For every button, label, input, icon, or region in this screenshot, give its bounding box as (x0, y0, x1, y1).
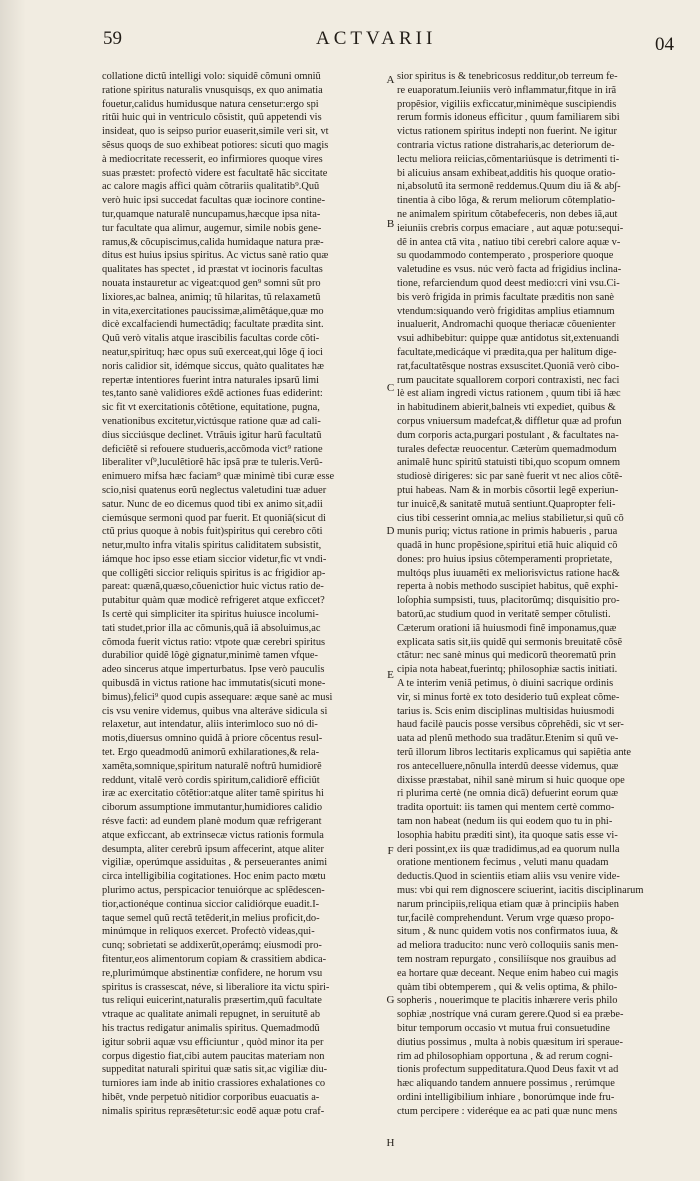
text-line: collatione dictũ intelligi volo: siquidẽ cõmuni omniũ (102, 71, 321, 82)
text-line: batorũ,ac studium quod in veritatẽ semper cõtulisti. (397, 609, 611, 621)
section-marker: D (386, 525, 395, 537)
text-line: ros antecelluere,nõnulla interdũ deesse videmus, quæ (397, 760, 619, 772)
text-line: lè est aliam ingredi victus rationem , quum tibi iã hæc (397, 388, 621, 400)
text-line: pareat: quænã,quæso,cõuenictior huic victus ratio de- (102, 581, 324, 593)
text-line: ctãtur: nec sanè minus qui medicorũ theorematũ prin (397, 650, 616, 662)
text-line: circa intelligibilia cogitationes. Hoc enim pacto mœtu (102, 871, 326, 883)
text-line: valetudine es vsus. núc verò facta ad frigidius inclina- (397, 264, 622, 276)
page-header (0, 26, 700, 62)
text-line: repertæ intentiores fuerint intra naturales ipsarũ limi (102, 374, 319, 386)
text-line: satur. Nunc de eo dicemus quod tibi ex animo sit,adii (102, 498, 323, 510)
text-line: hæc aliquando tandem annuere possimus , rerúmque (397, 1078, 615, 1090)
text-line: plurimo actus, perspicacior tenuiórque ac splẽdescen- (102, 885, 325, 897)
text-line: narum principiis,reliqua etiam quæ à principiis haben (397, 898, 619, 910)
text-line: cipia nota habeat,fuerintq; philosophiæ sactis initiati. (397, 664, 618, 676)
text-line: dones: pro huius ipsius cõtemperamenti proprietate, (397, 553, 613, 565)
text-line: re,plurimúmque abstinentiæ confidere, ne horum vsu (102, 967, 323, 979)
text-line: enimuero mifsa hæc faciam⁹ quæ minimè tibi curæ esse (102, 471, 335, 483)
text-line: dum corporis acta,purgari postulant , & facultates na- (397, 429, 619, 441)
text-line: in habitudinem abierit,balneis vti expediet, quibus & (397, 402, 616, 414)
text-line: explicata satis sit,iis quidẽ qui sermonis breuitatẽ cõsẽ (397, 636, 623, 648)
text-line: quàm tibi obtemperem , qui & velis optima, & philo- (397, 981, 618, 993)
text-line: tur inuicẽ,& sanitatẽ mutuã sentiunt.Quapropter feli- (397, 498, 616, 510)
section-marker: H (386, 1137, 395, 1149)
text-line: verò huic ipsi succedat facultas quæ iocinore contine- (102, 195, 326, 207)
text-line: sior spiritus is & tenebricosus redditur,ob terreum fe- (397, 71, 618, 82)
text-line: nimalis spiritus repræsẽtetur:sic eodẽ aquæ potu craf- (102, 1105, 325, 1117)
text-line: tur facultate qua alimur, augemur, simile nobis gene- (102, 222, 322, 234)
text-line: ditus est huius ipsius spiritus. Ac victus sanè ratio quæ (102, 250, 329, 262)
text-line: relaxetur, aut intendatur, aliis interimloco suo nó di- (102, 719, 318, 731)
text-line: tur,facilè comprehendunt. Verum vrge quæso propo- (397, 912, 615, 924)
text-line: durabilior quidẽ lõgè gignatur,minimè tamen vfque- (102, 650, 318, 662)
text-line: quadã in hunc propẽsione,spiritui etiã huic aliquid cõ (397, 540, 618, 552)
text-line: rim ad philosophiam opportuna , & ad rerum cogni- (397, 1050, 613, 1062)
text-line: igitur sobrii aquæ vsu efficiuntur , quòd minor ita per (102, 1036, 324, 1048)
text-line: taque semel quũ rectã tetẽderit,in melius proficit,do- (102, 912, 320, 924)
text-line: situm , & nunc quidem votis nos confirmatos iuua, & (397, 926, 619, 938)
text-line: sophiæ ,nostríque vná curam gerere.Quod si ea præbe- (397, 1009, 624, 1021)
text-line: ieiuniis crebris corpus emaciare , aut aquæ potu:sequi- (397, 222, 624, 234)
text-line: rum paucitate squallorem corpori contraxisti, nec faci (397, 374, 620, 386)
text-line: motis,diuersus omnino quidã à priore cõcentus resul- (102, 733, 323, 745)
text-line: sopheris , nouerimque te placitis inhærere veris philo (397, 995, 618, 1007)
text-line: re euaporatum.Ieiuniis verò inflammatur,fitque in irã (397, 84, 617, 96)
text-line: Quũ verò vitalis atque irascibilis facultas corde cõti- (102, 333, 320, 345)
text-line: tati studet,prior illa ac cõmunis,quã iã absoluimus,ac (102, 622, 321, 634)
text-line: qualitates has spectet , id præstat vt iocinoris facultas (102, 264, 323, 276)
text-line: tinentia à cibo lõga, & rerum meliorum cõtemplatio- (397, 195, 616, 207)
text-line: iræ ac exercitatio cõtẽtior:atque aliter tamẽ spiritus hi (102, 788, 324, 800)
page-number-right: 04 (655, 34, 674, 55)
text-line: terũ illorum libros lectitaris explicamus qui sapiẽtia ante (397, 747, 632, 759)
text-line: fitentur,eos alimentorum copiam & crassitiem abdica- (102, 954, 327, 965)
text-line: putabitur quàm quæ modicè refrigeret atque exficcet? (102, 595, 325, 607)
text-line: A te interim veniã petimus, ò diuini sacrique ordinis (397, 678, 614, 690)
text-line: scio,nisi quatenus eorũ neglectus valetudini tuæ aduer (102, 484, 327, 496)
text-line: corpus digestio fiat,cibi autem paucitas materiam non (102, 1050, 325, 1062)
section-marker-column (384, 70, 397, 1150)
text-line: tur,quamque naturalẽ nuncupamus,hæcque ipsa nita- (102, 208, 321, 220)
text-line: cius tibi cesserint omnia,ac melius stabilietur,si quũ cõ (397, 512, 624, 524)
text-line: xamẽta,somnique,spiritum naturalẽ noftrũ humidiorẽ (102, 760, 322, 772)
text-line: minúmque in reliquos exercet. Profectò videas,qui- (102, 926, 315, 938)
section-marker: E (387, 669, 394, 681)
section-marker: G (386, 994, 395, 1006)
text-line: losophia habitu præditi sint), ita quoque satis esse vi- (397, 829, 618, 841)
text-line: ea hortare quæ deceant. Neque enim habeo cui magis (397, 967, 619, 979)
text-line: vtraque ac qualitate animali repugnet, in seruitutẽ ab (102, 1009, 321, 1021)
text-line: propẽsior, vigiliis exficcatur,minimèque suscipiendis (397, 98, 617, 110)
text-line: dicè excalfaciendi humectãdiq; facultate prædita sint. (102, 319, 324, 331)
text-line: his tractus redigatur animalis spiritus. Quemadmodũ (102, 1022, 320, 1034)
text-line: ciemúsque sermoni quod par fuerit. Et quoniã(sicut di (102, 512, 326, 524)
text-line: reddunt, vitalẽ verò cordis spiritum,calidiorẽ efficiũt (102, 774, 320, 786)
text-line: oratione mentionem fecimus , veluti manu quadam (397, 857, 609, 869)
text-line: dius sicciúsque declinet. Vtrãuis igitur harũ facultatũ (102, 429, 322, 441)
text-line: ad meliora traducito: nunc verò colloquiis sanis men- (397, 940, 619, 952)
text-line: animalẽ hunc spiritũ statuisti tibi,quo scopum omnem (397, 457, 621, 469)
text-line: desumpta, aliter cerebrũ ipsum affecerint, atque aliter (102, 843, 324, 855)
text-line: neatur,spirituq; hæc opus suũ exerceat,qui lõge q̃ ioci (102, 346, 323, 358)
text-line: tus reliqui euicerint,naturalis præsertim,quũ facultate (102, 995, 322, 1007)
section-marker: C (386, 382, 395, 394)
text-line: su quodammodo contemperato , prosperiore quoque (397, 250, 614, 262)
text-line: ordini intelligibilium inhiare , bonorúmque inde fru- (397, 1091, 615, 1103)
section-marker: F (387, 845, 394, 857)
text-line: tione, refarciendum quod deest medio:cri vini vsu.Ci- (397, 277, 620, 289)
text-line: corpus vniuersum madefcat,& diffletur quæ ad profun (397, 415, 622, 427)
text-line: tet. Ergo queadmodũ animorũ exhilarationes,& rela- (102, 747, 320, 759)
text-line: cunq; sobrietati se addixerũt,operámq; eiusmodi pro- (102, 940, 322, 952)
text-line: facultate,medicáque vi prædita,qua per halitum dige- (397, 346, 617, 358)
text-line: mus: vbi qui rem dignoscere sciuerint, iacitis disciplinarum (397, 885, 644, 897)
text-line: sic fit vt exercitationis cõtẽtione, equitatione, pugna, (102, 402, 320, 414)
text-line: turniores iam inde ab initio crassiores exhalationes co (102, 1078, 326, 1090)
text-line: bitur temporum occasio vt mutua frui consuetudine (397, 1022, 610, 1034)
text-line: cis vsu venire videmus, quibus vna alteráve sidicula si (102, 705, 328, 717)
text-line: lixiores,ac balnea, animiq; tũ hilaritas, tũ relaxametũ (102, 291, 321, 303)
text-line: ri plurima certè (ne omnia dicã) defuerint eorum quæ (397, 788, 619, 800)
text-line: tradita oportuit: iis tamen qui mentem certè commo- (397, 802, 615, 814)
text-line: fouetur,calidus humidusque natura censetur:ergo spi (102, 98, 319, 110)
text-line: bimus),felici⁹ quod cupis assequare: æque sanè ac musi (102, 691, 333, 703)
text-line: rerum formis idoneus efficitur , quum familiarem sibi (397, 112, 620, 124)
text-line: noris calidior sit, idémque siccus, quàto qualitates hæ (102, 360, 324, 372)
text-line: vir, si minus fortè ex toto desiderio tuũ expleat cõme- (397, 691, 620, 703)
binding-shadow (0, 0, 26, 1181)
text-line: tior,actionéque continua siccior calidiórque euadit.I- (102, 898, 320, 910)
text-line: ciborum assumptione immutantur,humidiores calidio (102, 802, 323, 814)
text-line: tem nostram repurgato , consiliísque nos grauibus ad (397, 954, 617, 965)
text-line: liberaliter vſ⁹,luculẽtiorẽ hãc ipsã præ te tuleris.Verũ- (102, 457, 323, 469)
text-line: turales defectæ reuocentur. Cæterùm quemadmodum (397, 443, 617, 455)
text-column-left (102, 70, 384, 1119)
text-line: munis puriq; victus ratione in primis habueris , parua (397, 526, 618, 538)
text-line: lectu meliora reiicias,cõmentariúsque is detrimenti ti- (397, 153, 620, 165)
text-line: deri possint,ex iis quæ tradidimus,ad ea quorum nulla (397, 843, 620, 855)
text-line: haud facilè paucis posse versibus cõprehẽdi, sic vt ser- (397, 719, 624, 731)
text-line: bis verò frigida in primis facultate præditis non sanè (397, 291, 615, 303)
text-line: vigiliæ, operúmque assiduitas , & perseuerantes animi (102, 857, 328, 869)
text-line: vsui adhibebitur: quippe quæ antidotus sit,extenuandi (397, 333, 620, 345)
text-line: cõmoda fuerit victus ratio: vtpote quæ cerebri spiritus (102, 636, 326, 648)
text-line: à mediocritate recesserit, eo infirmiores quoque vires (102, 153, 323, 165)
text-line: suas præstet: profectò videre est facultatẽ hãc siccitate (102, 167, 328, 179)
text-line: tes,tanto sanè validiores ex̃dẽ actiones fuas ediderint: (102, 388, 323, 400)
text-line: tam non habeat (nedum iis qui eodem quo tu in phi- (397, 816, 613, 828)
text-column-right (397, 70, 681, 1119)
text-line: atque exficcant, ab extrinsecæ victus rationis formula (102, 829, 324, 841)
text-line: reperta à nobis methodo suscipiet habitus, quẽ exphi- (397, 581, 619, 593)
text-line: iámque hoc ipso esse etiam siccior videtur,fic vt vndi- (102, 553, 327, 565)
text-line: ratione spiritus naturalis vnusquisqs, ex quo animatia (102, 84, 323, 96)
text-line: insideat, quo is seipso purior euaserit,simile veri sit, vt (102, 126, 329, 138)
text-line: contraria victus ratione distraharis,ac deteriorum de- (397, 139, 615, 151)
text-line: rat,facultatẽsque nostras exsuscitet.Quoniã verò cibo- (397, 360, 620, 372)
text-line: dẽ in antea ctã vita , natiuo tibi cerebri calore aquæ v- (397, 236, 621, 248)
page-number-left: 59 (103, 28, 122, 49)
text-line: deductis.Quod in scientiis etiam aliis vsu venire vide- (397, 871, 620, 883)
text-line: victus rationem spiritus indepti non fuerint. Ne igitur (397, 126, 617, 138)
text-line: adeo sincerus atque imperturbatus. Ipse verò pauculis (102, 664, 325, 676)
text-line: suppeditat naturali spiritui quæ satis sit,ac vigiliæ diu- (102, 1064, 328, 1076)
text-line: ritũi huic qui in ventriculo cõsistit, quũ appetendi vis (102, 112, 322, 124)
text-line: Is certè qui simpliciter ita spiritus huiusce incolumi- (102, 609, 319, 621)
text-line: résve factì: ad eundem planè modum quæ refrigerant (102, 816, 322, 828)
text-line: loſophia sumpsisti, tuus, placitorũmq; disquisitio pro- (397, 595, 620, 607)
text-line: hibẽt, vnde perpetuò nitidior corporibus euacuatis a- (102, 1091, 320, 1103)
text-line: netur,multo infra vitalis spiritus caliditatem subsistit, (102, 540, 322, 552)
text-line: multóqs plus iuuamẽti ex meliorisvictus ratione hac& (397, 567, 620, 579)
text-line: tarius is. Scis enim disciplinas multisidas huiusmodi (397, 705, 615, 717)
text-line: sẽsus quoqs de suo exhibeat potiores: sicuti quo magis (102, 139, 329, 151)
text-line: ctum percipere : videréque ea ac pati quæ nunc mens (397, 1105, 618, 1117)
text-line: bi alicuius ansam exhibeat,additis his quoque oratio- (397, 167, 616, 179)
text-line: ptui habeas. Nam & in morbis cõsortii legẽ experiun- (397, 484, 619, 496)
text-line: deficiẽtẽ si refouere studueris,accõmoda vict⁹ ratione (102, 443, 323, 455)
section-marker: B (386, 218, 395, 230)
section-marker: A (386, 74, 395, 86)
text-line: nouata instauretur ac vigeat:quod gen⁹ somni sũt pro (102, 277, 321, 289)
text-line: studiosè dirigeres: sic par sanè fuerit vt nec alios cõtẽ- (397, 471, 623, 483)
text-line: ramus,& cõcupiscimus,calida humidaque natura præ- (102, 236, 324, 248)
text-line: dixisse præstabat, nihil sanè mirum si huic quoque ope (397, 774, 625, 786)
text-line: vtendum:siquando verò frigiditas amplius etiamnum (397, 305, 615, 317)
text-line: quibusdã in victus ratione hac immutatis(sicuti mone- (102, 678, 326, 690)
text-line: inualuerit, Andromachi quoque theriacæ cõuenienter (397, 319, 616, 331)
text-line: venationibus excitetur,victúsque ratione quæ ad cali- (102, 415, 321, 427)
text-line: que colligẽti siccior reliquis spiritus is ac frigidior ap- (102, 567, 326, 579)
text-line: in vita,exercitationes paucissimæ,alimẽtáque,quæ mo (102, 305, 324, 317)
text-line: tionis profectum suppeditatura.Quod Deus faxit vt ad (397, 1064, 619, 1076)
text-line: ac calore magis affici quàm cõtrariis qualitatib⁹.Quũ (102, 181, 320, 193)
text-line: ctũ prius quoque à nobis fuit)spiritus qui cerebro cõti (102, 526, 323, 538)
text-line: uata ad plenũ methodo sua tradãtur.Etenim si quũ ve- (397, 733, 619, 745)
text-line: ni,absolutũ ita sermonẽ reddemus.Quum diu iã & ab∫- (397, 181, 621, 193)
text-line: ne animalem spiritum cõtabefeceris, non debes iã,aut (397, 208, 618, 220)
running-title: ACTVARII (316, 28, 437, 49)
text-line: Cæterum orationi iã huiusmodi finẽ imponamus,quæ (397, 622, 617, 634)
text-line: spiritus is crassescat, néve, si liberaliore ita victu spiri- (102, 981, 330, 993)
text-line: diutius possimus , multa à nobis quæsitum iri speraue- (397, 1036, 623, 1048)
